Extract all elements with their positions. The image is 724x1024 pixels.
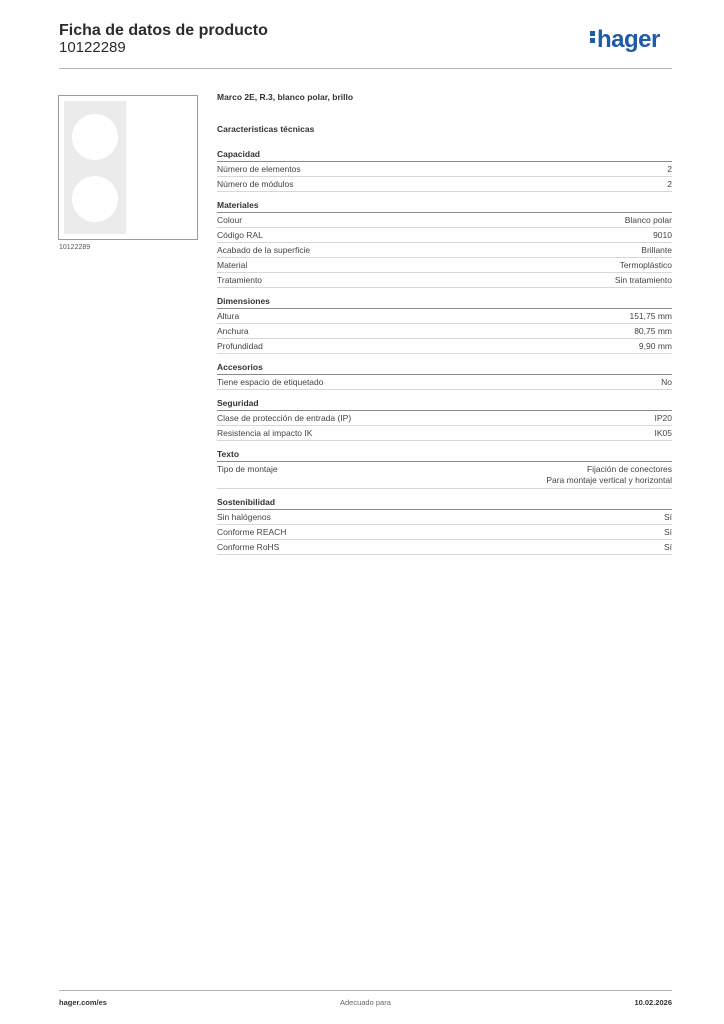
image-caption: 10122289 (59, 244, 91, 251)
section-title: Materiales (217, 199, 672, 213)
section-seguridad (217, 397, 672, 441)
spec-row (217, 162, 672, 177)
spec-value: 9010 (653, 230, 672, 240)
spec-label: Acabado de la superficie (217, 245, 311, 255)
spec-row (217, 510, 672, 525)
spec-row (217, 243, 672, 258)
spec-label: Conforme REACH (217, 527, 287, 537)
spec-value: Brillante (641, 245, 672, 255)
spec-value-line: Fijación de conectores (586, 464, 672, 474)
spec-row (217, 525, 672, 540)
characteristics-heading: Características técnicas (217, 124, 315, 134)
section-title: Sostenibilidad (217, 496, 672, 510)
spec-value: Sí (663, 542, 672, 552)
page-title: Ficha de datos de producto (59, 22, 268, 39)
spec-row (217, 309, 672, 324)
spec-value: No (661, 377, 672, 387)
spec-value: 151,75 mm (629, 311, 672, 321)
spec-row (217, 213, 672, 228)
section-title: Capacidad (217, 148, 672, 162)
section-title: Texto (217, 448, 672, 462)
spec-label: Número de módulos (217, 179, 294, 189)
spec-row (217, 258, 672, 273)
spec-value-line: Para montaje vertical y horizontal (546, 475, 672, 485)
spec-row (217, 411, 672, 426)
spec-value: 2 (667, 164, 672, 174)
spec-label: Colour (217, 215, 243, 225)
product-number: 10122289 (59, 39, 126, 56)
logo-text: hager (597, 26, 660, 53)
spec-row (217, 339, 672, 354)
spec-label: Clase de protección de entrada (IP) (217, 413, 352, 423)
spec-row (217, 375, 672, 390)
spec-label: Sin halógenos (217, 512, 271, 522)
footer-suitability-text: Adecuado para (340, 998, 391, 1007)
spec-value (546, 464, 672, 486)
spec-label: Tiene espacio de etiquetado (217, 377, 324, 387)
section-materiales (217, 199, 672, 288)
spec-row (217, 228, 672, 243)
section-title: Seguridad (217, 397, 672, 411)
spec-value: IK05 (654, 428, 672, 438)
spec-value: 80,75 mm (634, 326, 672, 336)
spec-row (217, 324, 672, 339)
spec-row (217, 540, 672, 555)
spec-label: Altura (217, 311, 240, 321)
spec-content (217, 92, 672, 562)
spec-label: Número de elementos (217, 164, 301, 174)
spec-label: Profundidad (217, 341, 263, 351)
spec-value: 2 (667, 179, 672, 189)
spec-label: Tratamiento (217, 275, 263, 285)
spec-value: Sin tratamiento (614, 275, 672, 285)
spec-value: Sí (663, 512, 672, 522)
logo-dots-icon (590, 29, 596, 45)
header-divider (59, 68, 672, 69)
section-title: Dimensiones (217, 295, 672, 309)
spec-value: Blanco polar (624, 215, 672, 225)
footer-divider (59, 990, 672, 991)
product-name: Marco 2E, R.3, blanco polar, brillo (217, 92, 354, 102)
spec-row (217, 273, 672, 288)
section-accesorios (217, 361, 672, 390)
footer-website-link[interactable]: hager.com/es (59, 998, 107, 1007)
spec-label: Conforme RoHS (217, 542, 280, 552)
spec-label: Material (217, 260, 248, 270)
spec-label: Resistencia al impacto IK (217, 428, 313, 438)
frame-opening-top (72, 114, 118, 160)
section-sostenibilidad (217, 496, 672, 555)
section-texto (217, 448, 672, 489)
section-title: Accesorios (217, 361, 672, 375)
hager-logo (590, 26, 660, 54)
frame-plate-icon (64, 101, 126, 234)
spec-value: Sí (663, 527, 672, 537)
spec-row (217, 177, 672, 192)
spec-label: Tipo de montaje (217, 464, 278, 474)
product-image (58, 95, 198, 240)
section-dimensiones (217, 295, 672, 354)
spec-value: 9,90 mm (638, 341, 672, 351)
spec-row (217, 426, 672, 441)
footer-date: 10.02.2026 (634, 998, 672, 1007)
spec-value: IP20 (654, 413, 672, 423)
spec-row (217, 462, 672, 489)
spec-label: Código RAL (217, 230, 263, 240)
frame-opening-bottom (72, 176, 118, 222)
spec-value: Termoplástico (619, 260, 672, 270)
section-capacidad (217, 148, 672, 192)
spec-label: Anchura (217, 326, 249, 336)
